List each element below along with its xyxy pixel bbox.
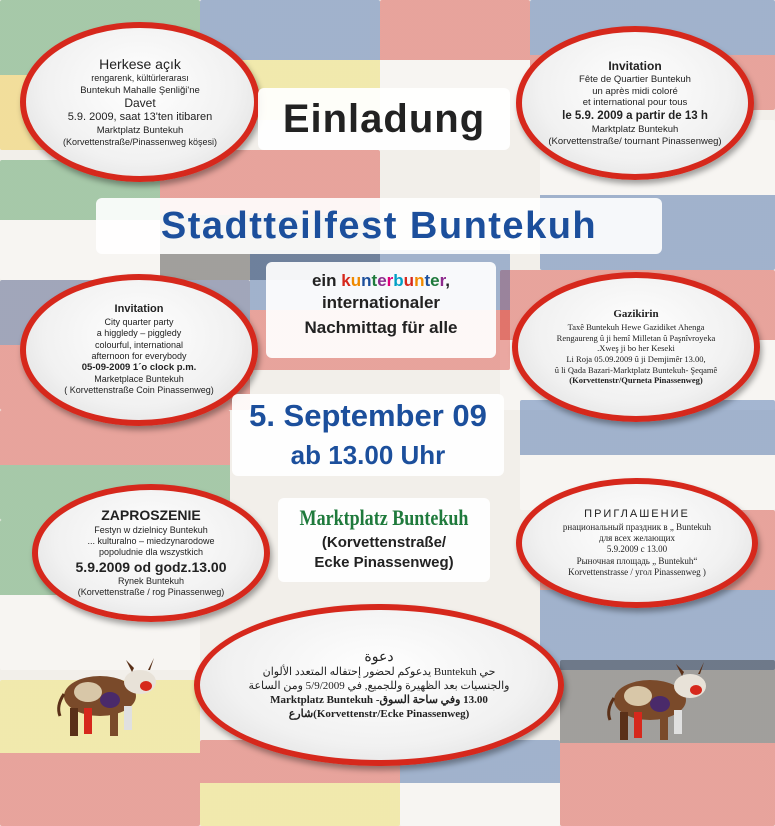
bubble-line: 5.9.2009 od godz.13.00 — [75, 558, 227, 575]
kunterbunter-letter: n — [414, 271, 425, 290]
bubble-heading: Gazikirin — [613, 308, 659, 321]
bubble-line: rengarenk, kültürlerarası — [91, 73, 189, 84]
bubble-line: (Korvettenstraße/Pinassenweg köşesi) — [62, 137, 218, 147]
bubble-russian — [516, 478, 758, 608]
bubble-line: Marktplatz Buntekuh — [591, 123, 679, 135]
bubble-english — [20, 274, 258, 426]
bubble-line: et international pour tous — [582, 97, 688, 109]
bubble-polish — [32, 484, 270, 622]
title-panel — [258, 88, 510, 150]
bubble-french — [516, 26, 754, 180]
bubble-line: û li Qada Bazari-Marktplatz Buntekuh- Şeqamê — [554, 364, 718, 375]
description-comma: , — [445, 271, 451, 290]
bubble-line: 13.00 وفي ساحة السوق- Marktplatz Buntekuh — [270, 693, 488, 706]
kunterbunter-letter: t — [371, 271, 378, 290]
event-address-1: (Korvettenstraße/ — [321, 533, 447, 551]
kunterbunter-letter: n — [361, 271, 372, 290]
description-panel — [266, 262, 496, 358]
kunterbunter-letter: b — [393, 271, 404, 290]
place-panel — [278, 498, 490, 582]
description-line-2: internationaler — [321, 293, 441, 313]
bubble-heading: Invitation — [114, 303, 164, 316]
kunterbunter-letter: u — [350, 271, 362, 290]
event-time: ab 13.00 Uhr — [290, 440, 446, 470]
bubble-line: Rengaureng û ji hemî Milletan û Paşnîvroyeka — [556, 332, 716, 343]
bubble-line: (Korvettenstraße / rog Pinassenweg) — [77, 587, 225, 598]
bubble-line: 5.9.2009 с 13.00 — [606, 544, 668, 555]
bubble-line: Davet — [124, 96, 156, 111]
bubble-arabic — [194, 604, 564, 766]
cow-mascot-left — [48, 646, 166, 742]
bubble-line: 05-09-2009 1´o clock p.m. — [81, 362, 197, 374]
bubble-line: Rynek Buntekuh — [117, 576, 185, 587]
date-panel — [232, 394, 504, 476]
bubble-line: Li Roja 05.09.2009 û ji Demjimêr 13.00, — [566, 353, 706, 364]
bubble-heading: ПРИГЛАШЕНИЕ — [584, 508, 690, 520]
bubble-line: Marketplace Buntekuh — [94, 374, 184, 385]
bubble-line: Рыночная площадь „ Buntekuh“ — [576, 555, 698, 566]
bubble-line: Taxê Buntekuh Hewe Gazidiket Ahenga — [567, 322, 705, 332]
subtitle-panel — [96, 198, 662, 254]
bubble-line: Buntekuh Mahalle Şenliği'ne — [80, 84, 200, 96]
bubble-heading: Herkese açık — [99, 55, 181, 72]
event-subtitle: Stadtteilfest Buntekuh — [160, 205, 598, 247]
bubble-line: le 5.9. 2009 a partir de 13 h — [562, 110, 708, 123]
bubble-heading: Invitation — [608, 58, 662, 73]
bubble-line: ( Korvettenstraße Coin Pinassenweg) — [64, 385, 214, 396]
bubble-line: City quarter party — [104, 317, 174, 328]
kunterbunter-letter: r — [439, 271, 446, 290]
bubble-heading: دعوة — [364, 649, 394, 665]
bubble-line: popoludnie dla wszystkich — [98, 547, 204, 558]
description-prefix: ein — [311, 271, 342, 290]
bubble-line: (Korvettenstr/Qurneta Pinassenweg) — [569, 375, 703, 386]
kunterbunter-letter: e — [377, 271, 387, 290]
bubble-line: afternoon for everybody — [91, 350, 187, 361]
bubble-line: Festyn w dzielnicy Buntekuh — [94, 524, 208, 535]
bubble-line: (Korvettenstraße/ tournant Pinassenweg) — [548, 135, 722, 147]
bubble-line: ... kulturalno – miedzynarodowe — [87, 536, 215, 547]
bubble-line: Fête de Quartier Buntekuh — [579, 73, 691, 85]
bubble-kurdish — [512, 272, 760, 422]
event-date: 5. September 09 — [249, 398, 487, 433]
kunterbunter-letter: k — [341, 271, 351, 290]
bubble-heading: ZAPROSZENIE — [101, 507, 201, 524]
event-address-2: Ecke Pinassenweg) — [314, 554, 454, 572]
description-line-1 — [266, 270, 496, 291]
description-line-3: Nachmittag für alle — [304, 317, 458, 337]
bubble-line: .Xweş ji bo her Keseki — [597, 343, 675, 354]
kunterbunter-letter: u — [403, 271, 415, 290]
event-place: Marktplatz Buntekuh — [299, 505, 469, 530]
kunterbunter-letter: r — [386, 271, 394, 290]
bubble-line: (Korvettenstr/Ecke Pinassenweg)شارع — [288, 707, 470, 720]
bubble-line: Korvettenstrasse / угол Pinassenweg ) — [568, 566, 706, 577]
bubble-line: для всех желающих — [599, 533, 675, 543]
bubble-line: حي Buntekuh يدعوكم لحضور إحتفاله المتعدد الألوان — [262, 666, 496, 679]
kunterbunter-letter: e — [430, 271, 440, 290]
cow-mascot-right — [598, 650, 716, 746]
kunterbunter-word — [341, 271, 445, 290]
bubble-line: un après midi coloré — [592, 85, 678, 97]
bubble-line: colourful, international — [94, 339, 184, 350]
bubble-turkish — [20, 22, 260, 182]
bubble-line: рнациональный праздник в „ Buntekuh — [562, 521, 712, 532]
bubble-line: a higgledy – piggledy — [96, 328, 182, 339]
bubble-line: Marktplatz Buntekuh — [96, 125, 184, 137]
bubble-line: 5.9. 2009, saat 13'ten itibaren — [67, 111, 213, 124]
kunterbunter-letter: t — [424, 271, 431, 290]
bubble-line: والجنسيات بعد الظهيرة وللجميع, في 5/9/2009 ومن الساعة — [248, 680, 510, 692]
page-title: Einladung — [282, 97, 486, 141]
